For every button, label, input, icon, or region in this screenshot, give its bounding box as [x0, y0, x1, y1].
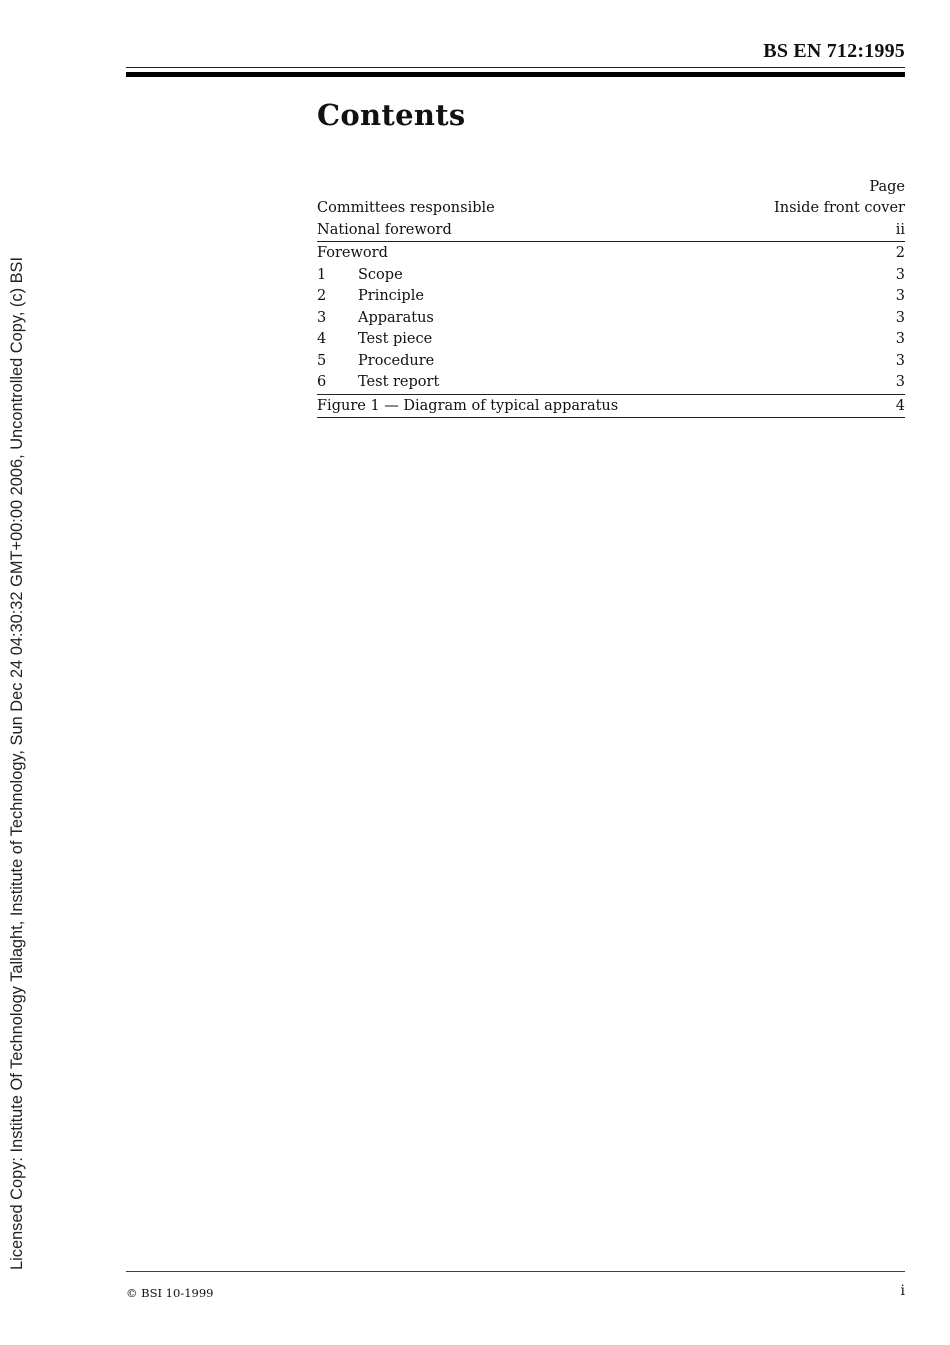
- toc-entry-label: Apparatus: [358, 309, 434, 326]
- toc-entry-principle[interactable]: [317, 286, 905, 308]
- toc-entry-label: Committees responsible: [317, 200, 495, 216]
- toc-entry-page: 3: [895, 374, 905, 390]
- toc-entry-page: 4: [895, 397, 905, 414]
- toc-entry-label: Foreword: [317, 245, 388, 261]
- toc-entry-foreword[interactable]: [317, 243, 905, 265]
- license-watermark: Licensed Copy: Institute Of Technology Tallaght, Institute of Technology, Sun Dec 24 04:30:32 GMT+00:00 2006, Uncontrolled Copy, (c) BSI: [8, 256, 26, 1270]
- toc-entry-label: Test report: [358, 374, 440, 390]
- toc-entry-apparatus[interactable]: [317, 308, 905, 330]
- toc-entry-page: 3: [895, 266, 905, 283]
- header-thick-rule: [126, 72, 905, 77]
- header-thin-rule: [126, 67, 905, 68]
- toc-entry-label: Figure 1 — Diagram of typical apparatus: [317, 397, 619, 414]
- toc-entry-number: 4: [317, 331, 327, 347]
- footer-copyright: © BSI 10-1999: [126, 1286, 214, 1300]
- toc-entry-procedure[interactable]: [317, 351, 905, 373]
- toc-entry-page: Inside front cover: [774, 200, 905, 216]
- toc-entry-scope[interactable]: [317, 265, 905, 287]
- footer-rule: [126, 1271, 905, 1272]
- toc-entry-label: Procedure: [358, 352, 435, 369]
- toc-entry-number: 6: [317, 374, 327, 390]
- toc-entry-number: 2: [317, 288, 327, 304]
- toc-entry-label: National foreword: [317, 221, 452, 238]
- footer-page-number: i: [900, 1283, 905, 1299]
- toc-entry-national-foreword[interactable]: [317, 220, 905, 243]
- toc-entry-label: Principle: [358, 288, 424, 304]
- toc-entry-page: 3: [895, 288, 905, 304]
- toc-entry-number: 5: [317, 352, 327, 369]
- toc-entry-test-report[interactable]: [317, 372, 905, 395]
- toc-entry-page: 3: [895, 331, 905, 347]
- toc-page-column-header: Page: [869, 179, 905, 195]
- toc-entry-number: 3: [317, 309, 327, 326]
- toc-entry-figure-1[interactable]: [317, 396, 905, 419]
- page-title: Contents: [317, 98, 466, 132]
- document-id: BS EN 712:1995: [763, 40, 905, 62]
- toc-entry-page: ii: [895, 221, 905, 238]
- toc-entry-committees-responsible[interactable]: [317, 198, 905, 220]
- toc-entry-number: 1: [317, 266, 327, 283]
- table-of-contents: [317, 177, 905, 418]
- toc-entry-test-piece[interactable]: [317, 329, 905, 351]
- toc-entry-page: 3: [895, 309, 905, 326]
- toc-entry-label: Scope: [358, 266, 403, 283]
- toc-entry-page: 3: [895, 352, 905, 369]
- toc-entry-page: 2: [895, 245, 905, 261]
- toc-entry-label: Test piece: [358, 331, 433, 347]
